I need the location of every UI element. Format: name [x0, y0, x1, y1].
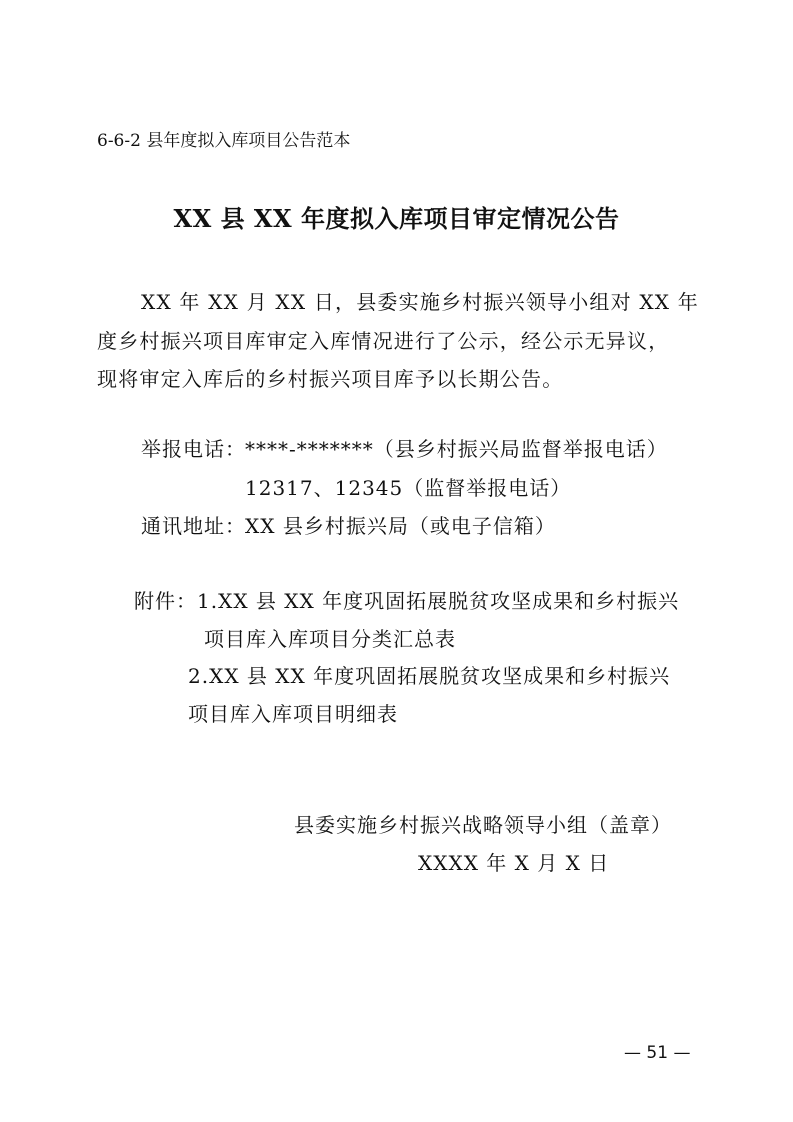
phone-label: 举报电话：: [141, 437, 246, 461]
body-line: 度乡村振兴项目库审定入库情况进行了公示，经公示无异议，: [97, 329, 670, 353]
attachment-item-continued: 项目库入库项目分类汇总表: [204, 627, 456, 651]
signing-date: XXXX 年 X 月 X 日: [418, 851, 610, 875]
phone-value-secondary: 12317、12345（监督举报电话）: [245, 476, 572, 500]
page-number: — 51 —: [624, 1043, 691, 1063]
body-line: XX 年 XX 月 XX 日，县委实施乡村振兴领导小组对 XX 年: [141, 290, 700, 314]
document-title: XX 县 XX 年度拟入库项目审定情况公告: [173, 204, 620, 233]
address-label: 通讯地址：: [141, 514, 246, 538]
address-value: XX 县乡村振兴局（或电子信箱）: [245, 514, 556, 538]
attachments-label: 附件：: [134, 589, 197, 613]
section-label: 6-6-2 县年度拟入库项目公告范本: [97, 131, 351, 151]
signing-organization: 县委实施乡村振兴战略领导小组（盖章）: [294, 813, 672, 837]
attachment-item-continued: 项目库入库项目明细表: [188, 702, 398, 726]
attachment-item: 1.XX 县 XX 年度巩固拓展脱贫攻坚成果和乡村振兴: [197, 589, 680, 613]
attachment-item: 2.XX 县 XX 年度巩固拓展脱贫攻坚成果和乡村振兴: [188, 664, 671, 688]
phone-value: ****-*******（县乡村振兴局监督举报电话）: [245, 437, 668, 461]
body-line: 现将审定入库后的乡村振兴项目库予以长期公告。: [97, 367, 564, 391]
